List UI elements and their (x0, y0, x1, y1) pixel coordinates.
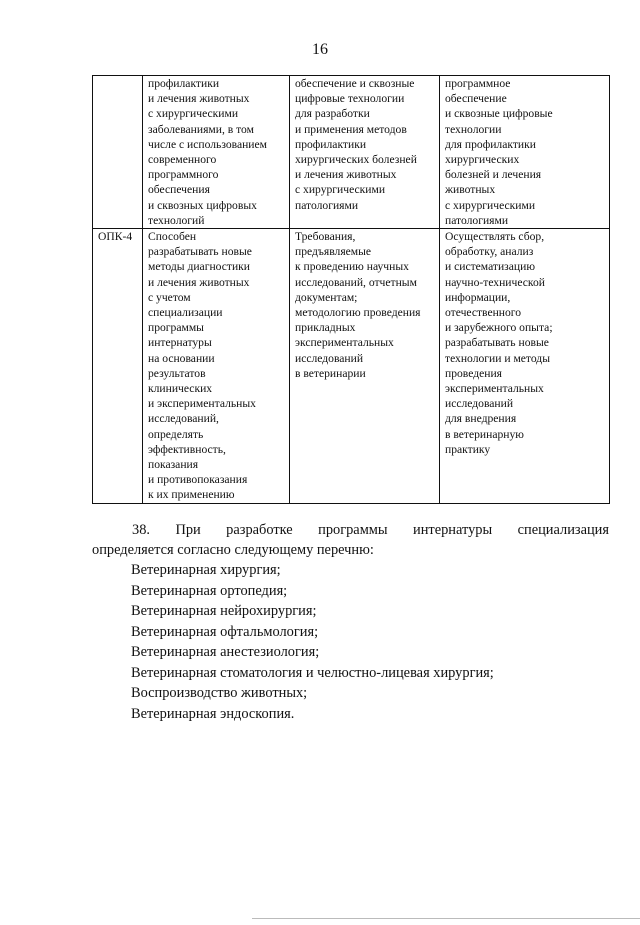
competency-table (92, 75, 610, 504)
list-item: Ветеринарная офтальмология; (131, 623, 319, 640)
table-row (93, 229, 610, 504)
knowledge-cell: обеспечение и сквозные цифровые технологии для разработки и применения методов профилактики хирургических болезней и лечения животных с хирургическими патологиями (290, 76, 440, 229)
competency-description-cell: Способен разрабатывать новые методы диагностики и лечения животных с учетом специализации программы интернатуры на основании результатов клинических и экспериментальных исследований, определять эффективность, показания и противопоказания к их применению (143, 229, 290, 504)
list-item: Ветеринарная нейрохирургия; (131, 603, 317, 619)
list-item: Ветеринарная ортопедия; (131, 582, 288, 599)
competency-code-cell: ОПК-4 (93, 229, 143, 504)
competency-code-cell (93, 76, 143, 229)
specialization-list (131, 560, 494, 724)
list-item: Ветеринарная анестезиология; (131, 644, 320, 660)
skills-cell: программное обеспечение и сквозные цифровые технологии для профилактики хирургических болезней и лечения животных с хирургическими патологиями (440, 76, 610, 229)
table-row (93, 76, 610, 229)
paragraph-38-line1: 38. При разработке программы интернатуры специализация (132, 522, 609, 538)
list-item: Ветеринарная эндоскопия. (131, 705, 295, 722)
skills-cell: Осуществлять сбор, обработку, анализ и систематизацию научно-технической информации, отечественного и зарубежного опыта; разрабатывать новые технологии и методы проведения экспериментальных исследований для внедрения в ветеринарную практику (440, 229, 610, 504)
list-item: Ветеринарная хирургия; (131, 562, 281, 578)
list-item: Ветеринарная стоматология и челюстно-лицевая хирургия; (131, 664, 494, 681)
scan-artifact-line (252, 918, 640, 919)
paragraph-38-line2: определяется согласно следующему перечню: (92, 542, 374, 558)
page-number: 16 (312, 41, 328, 58)
list-item: Воспроизводство животных; (131, 685, 308, 701)
competency-description-cell: профилактики и лечения животных с хирургическими заболеваниями, в том числе с использованием современного программного обеспечения и сквозных цифровых технологий (143, 76, 290, 229)
knowledge-cell: Требования, предъявляемые к проведению научных исследований, отчетным документам; методологию проведения прикладных экспериментальных исследований в ветеринарии (290, 229, 440, 504)
